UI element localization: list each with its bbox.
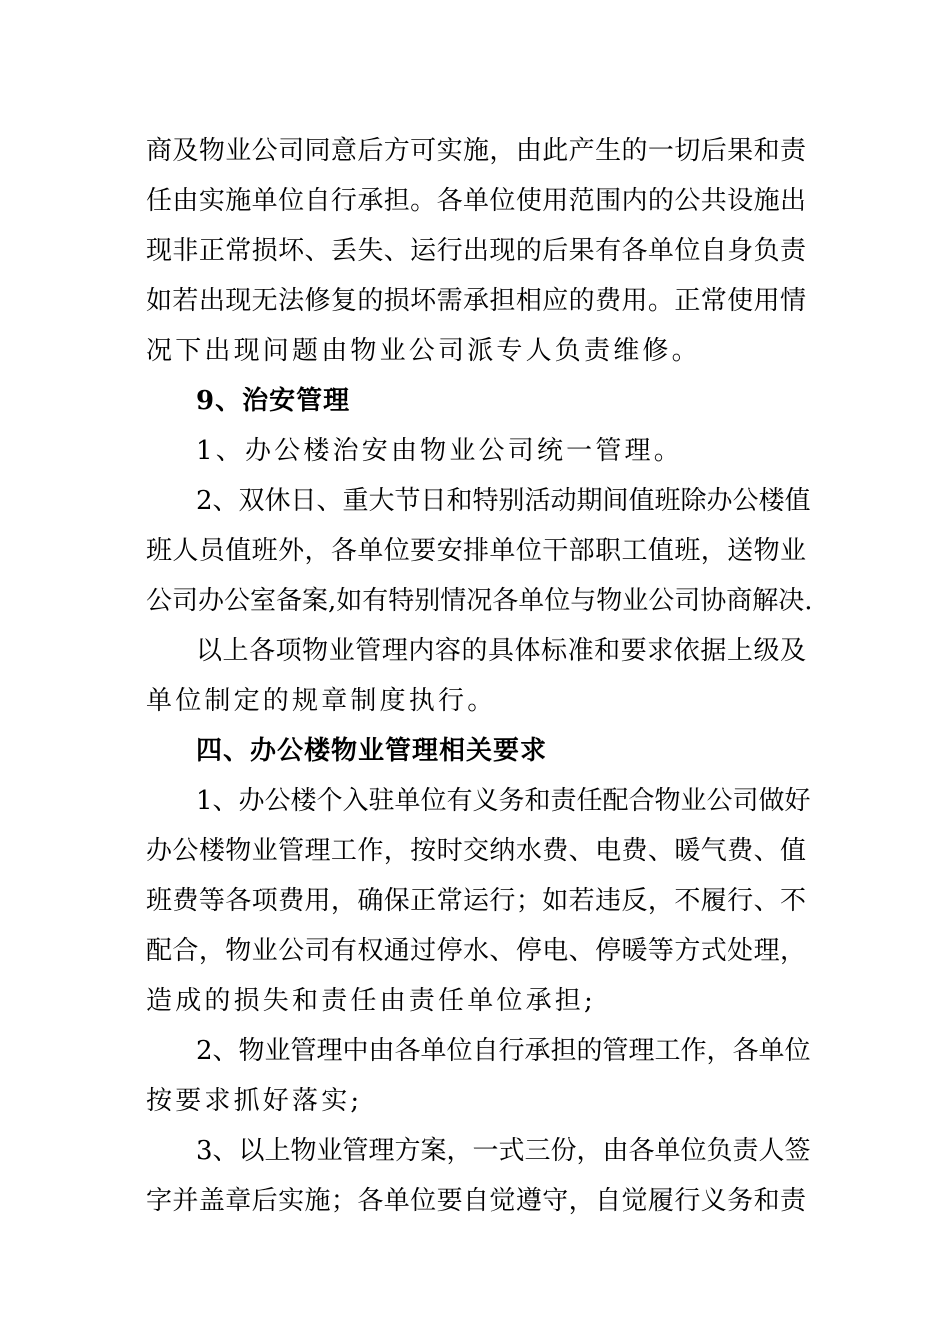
- text-line-8: 2、双休日、重大节日和特别活动期间值班除办公楼值: [196, 486, 811, 516]
- text-line-21: 3、以上物业管理方案，一式三份，由各单位负责人签: [196, 1136, 811, 1166]
- text-line-7: 1、办公楼治安由物业公司统一管理。: [196, 436, 683, 466]
- text-line-2: 任由实施单位自行承担。各单位使用范围内的公共设施出: [146, 186, 806, 216]
- text-line-14: 1、办公楼个入驻单位有义务和责任配合物业公司做好: [196, 786, 811, 816]
- section-heading-security: 9、治安管理: [196, 386, 351, 416]
- text-line-20: 按要求抓好落实;: [146, 1086, 363, 1116]
- text-line-10: 公司办公室备案,如有特别情况各单位与物业公司协商解决.: [146, 586, 813, 616]
- text-line-11: 以上各项物业管理内容的具体标准和要求依据上级及: [196, 636, 806, 666]
- text-line-3: 现非正常损坏、丢失、运行出现的后果有各单位自身负责: [146, 236, 806, 266]
- text-line-18: 造成的损失和责任由责任单位承担;: [146, 986, 596, 1016]
- text-line-1: 商及物业公司同意后方可实施，由此产生的一切后果和责: [146, 136, 806, 166]
- text-line-15: 办公楼物业管理工作，按时交纳水费、电费、暖气费、值: [146, 836, 806, 866]
- text-line-4: 如若出现无法修复的损坏需承担相应的费用。正常使用情: [146, 286, 806, 316]
- text-line-9: 班人员值班外，各单位要安排单位干部职工值班，送物业: [146, 536, 806, 566]
- text-line-12: 单位制定的规章制度执行。: [146, 686, 497, 716]
- text-line-17: 配合，物业公司有权通过停水、停电、停暖等方式处理，: [146, 936, 806, 966]
- text-line-16: 班费等各项费用，确保正常运行；如若违反，不履行、不: [146, 886, 806, 916]
- text-line-5: 况下出现问题由物业公司派专人负责维修。: [146, 336, 701, 366]
- section-heading-requirements: 四、办公楼物业管理相关要求: [196, 736, 548, 766]
- text-line-22: 字并盖章后实施；各单位要自觉遵守，自觉履行义务和责: [146, 1186, 806, 1216]
- text-line-19: 2、物业管理中由各单位自行承担的管理工作，各单位: [196, 1036, 811, 1066]
